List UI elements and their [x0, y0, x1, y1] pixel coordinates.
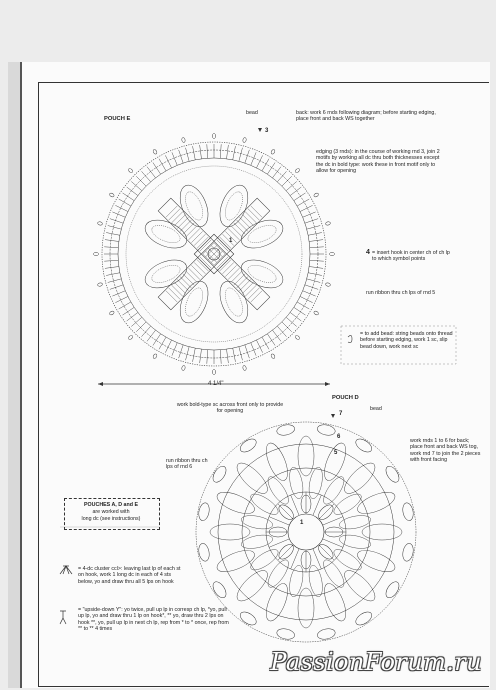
pouch-e-dc-stitch	[136, 322, 146, 332]
note-box-line3: long dc (see instructions)	[81, 516, 141, 522]
pouch-e-dc-stitch	[207, 350, 208, 364]
insert-hook-note: = insert hook in center ch of ch lp to which symbol points	[372, 250, 450, 263]
pouch-d-outer-petal	[214, 546, 257, 576]
pouch-e-band-stitch	[194, 234, 205, 245]
pouch-e-dc-stitch	[310, 260, 324, 261]
edging-instructions: edging (3 rnds): in the course of working rnd 3, join 2 motifs by working all dc thru both thicknesses except the dc in bold type: work these in front motif only to allow for opening	[316, 149, 440, 175]
pouch-e-petal-inner	[182, 189, 206, 222]
pouch-d-inner-petal	[240, 533, 274, 551]
pouch-e-dc-stitch	[105, 267, 119, 269]
back-instructions: back: work 6 rnds following diagram; before starting edging, place front and back WS together	[296, 110, 436, 123]
pouch-e-dc-stitch	[220, 350, 221, 364]
pouch-e-band-stitch	[237, 277, 248, 288]
pouch-d-inner-petal	[338, 533, 372, 551]
pouch-e-band-stitch	[174, 282, 185, 293]
upside-down-y-legend: = "upside-down Y": yo twice, pull up lp in corresp ch lp, *yo, pull up lp, yo and draw thru 1 lp on hook*, ** yo, draw thru 2 lps on hook **, yo, pull up lp in next ch lp, rep from * to * once, rep from ** to ** 4 times	[78, 607, 229, 633]
pouch-d-outer-petal	[210, 524, 250, 540]
pouch-e-picot	[270, 149, 275, 155]
pouch-e-band-stitch	[194, 262, 205, 273]
pouch-e-band-stitch	[248, 209, 259, 220]
pouch-d-scallop	[354, 609, 375, 627]
pouch-e-dc-stitch	[290, 187, 301, 196]
pouch-d-inner-petal	[331, 546, 364, 574]
pouch-e-picot	[109, 192, 115, 197]
pouch-d-outer-petal	[262, 581, 292, 624]
pouch-e-dc-stitch	[294, 193, 306, 201]
pouch-e-band-stitch	[172, 212, 183, 223]
pouch-e-dc-stitch	[179, 150, 184, 163]
pouch-e-dc-stitch	[305, 285, 318, 290]
pouch-e-band-stitch	[231, 271, 242, 282]
pouch-e-band-stitch	[239, 279, 250, 290]
cluster-legend: = 4-dc cluster ccl>: leaving last lp of each st on hook, work 1 long dc in each of 4 sts below, yo and draw thru all 5 lps on hook	[78, 566, 181, 585]
pouch-d-outer-petal	[298, 588, 314, 628]
pouch-d-outer-petal	[340, 458, 380, 498]
pouch-d-inner-petal	[264, 474, 292, 507]
pouch-e-dc-stitch	[110, 285, 123, 290]
pouch-e-dc-stitch	[153, 163, 161, 175]
pouch-d-outer-petal	[340, 566, 380, 606]
pouch-e-dc-stitch	[105, 240, 119, 242]
pouch-e-dc-stitch	[110, 219, 123, 224]
pouch-e-dc-stitch	[193, 348, 196, 362]
pouch-e-dc-stitch	[104, 260, 118, 261]
pouch-e-petal	[214, 277, 253, 327]
pouch-e-band-stitch	[191, 265, 202, 276]
pouch-e-picot	[152, 149, 157, 155]
pouch-e-band-stitch	[166, 291, 177, 302]
round-number-6: 6	[337, 434, 341, 440]
pouch-e-petal-inner	[149, 262, 182, 286]
pouch-e-picot	[181, 137, 185, 142]
pouch-e-dc-stitch	[294, 307, 306, 315]
pouch-e-band-stitch	[197, 260, 208, 271]
pouch-e-dc-stitch	[186, 148, 190, 162]
pouch-e-dc-stitch	[147, 167, 156, 178]
pouch-d-outer-petal	[355, 488, 398, 518]
pouch-d-scallop	[210, 580, 228, 601]
pouch-e-dc-stitch	[307, 279, 321, 283]
pouch-d-inner-petal	[320, 557, 348, 590]
ribbon-note-e: run ribbon thru ch lps of rnd 5	[366, 290, 436, 296]
pouch-e-dc-stitch	[239, 148, 243, 162]
pouch-e-picot	[212, 134, 215, 139]
pouch-e-dc-stitch	[112, 291, 125, 296]
pouch-e-picot	[128, 168, 134, 174]
pouch-e-picot	[242, 365, 246, 370]
pouch-e-dc-stitch	[104, 247, 118, 248]
pouch-e-band-stitch	[180, 277, 191, 288]
round-number-3: 3	[265, 128, 269, 134]
pouch-e-dc-stitch	[179, 345, 184, 358]
pouch-e-band-stitch	[189, 268, 200, 279]
pouch-e-band-stitch	[177, 279, 188, 290]
pouch-d-outer-petal	[232, 566, 272, 606]
pouch-e-dc-stitch	[233, 348, 236, 362]
pouch-e-dc-stitch	[136, 176, 146, 186]
pouch-e-picot	[242, 137, 246, 142]
pouch-e-dc-stitch	[256, 155, 262, 168]
pouch-e-dc-stitch	[153, 334, 161, 346]
dimension-arrow-left	[98, 382, 103, 386]
pouch-e-picot	[313, 192, 319, 197]
pouch-e-picot	[295, 168, 301, 174]
pouch-e-band-stitch	[166, 206, 177, 217]
watermark: PassionForum.ru	[270, 648, 482, 676]
pouch-e-band-stitch	[228, 268, 239, 279]
round-number-7: 7	[339, 411, 343, 417]
pouch-e-band-stitch	[220, 260, 231, 271]
ribbon-note-d: run ribbon thru ch lps of rnd 6	[166, 458, 208, 471]
pouch-d-inner-petal	[320, 474, 348, 507]
pouch-d-spoke	[269, 517, 289, 525]
pouch-e-band-stitch	[186, 226, 197, 237]
pouch-e-picot	[94, 252, 99, 255]
pouch-e-dc-stitch	[165, 340, 171, 353]
symbol-4: 4	[366, 249, 370, 256]
pouch-d-outer-petal	[298, 436, 314, 476]
pouch-e-dc-stitch	[147, 330, 156, 341]
pouch-e-petal	[175, 277, 214, 327]
pouch-e-dc-stitch	[309, 267, 323, 269]
pouch-e-band-stitch	[237, 220, 248, 231]
pouch-e-dc-stitch	[233, 146, 236, 160]
pouch-e-band-stitch	[242, 282, 253, 293]
pouch-e-band-stitch	[239, 217, 250, 228]
pouch-e-dc-stitch	[251, 343, 256, 356]
rounds-instructions: work rnds 1 to 6 for back; place front and back WS tog, work rnd 7 to join the 2 pieces with front facing	[410, 438, 481, 464]
pouch-e-dc-stitch	[256, 340, 262, 353]
pouch-e-band-stitch	[234, 274, 245, 285]
pouch-e-band-stitch	[169, 209, 180, 220]
pouch-e-bead-label: bead	[246, 110, 258, 116]
pouch-e-dc-stitch	[272, 167, 281, 178]
pouch-e-picot	[152, 353, 157, 359]
pouch-e-band-stitch	[169, 288, 180, 299]
pouch-e-dc-stitch	[108, 279, 122, 283]
pouch-d-spoke	[313, 495, 321, 515]
pouch-e-picot	[109, 310, 115, 315]
pouch-d-spoke	[319, 504, 335, 520]
pouch-e-band-stitch	[191, 231, 202, 242]
pouch-e-picot	[128, 335, 134, 341]
pouch-e-dc-stitch	[267, 163, 275, 175]
pouch-d-spoke	[278, 545, 294, 561]
pouch-e-band-stitch	[183, 274, 194, 285]
pouch-d-outer-petal	[214, 488, 257, 518]
pouch-e-dc-stitch	[172, 343, 177, 356]
pouch-e-dc-stitch	[220, 144, 221, 158]
pouch-d-inner-petal	[287, 466, 305, 500]
pouch-e-dc-stitch	[127, 312, 138, 321]
pouch-e-picot	[295, 335, 301, 341]
pouch-d-spoke	[323, 539, 343, 547]
pouch-e-dc-stitch	[307, 226, 321, 230]
pouch-d-inner-petal	[338, 513, 372, 531]
bold-type-note: work bold-type sc across front only to provide for opening	[176, 402, 284, 415]
pouch-e-picot	[97, 221, 102, 225]
pouch-e-dc-stitch	[207, 144, 208, 158]
pouch-d-inner-petal	[307, 564, 325, 598]
pouch-d-spoke	[269, 539, 289, 547]
pouch-d-scallop	[383, 580, 401, 601]
round-number-1-d: 1	[300, 520, 304, 526]
pouch-d-scallop	[401, 542, 414, 562]
pouch-e-dc-stitch	[267, 334, 275, 346]
pouch-e-petal-inner	[222, 189, 246, 222]
pouch-e-band-stitch	[197, 237, 208, 248]
cluster-symbol	[60, 566, 72, 574]
pouch-e-band-stitch	[248, 288, 259, 299]
dimension-arrow-right	[325, 382, 330, 386]
pouch-e-dc-stitch	[141, 326, 150, 337]
pouch-e-dc-stitch	[186, 347, 190, 361]
pouch-e-dc-stitch	[251, 152, 256, 165]
dimension-label: 4 1/4"	[208, 381, 224, 387]
pouch-e-dc-stitch	[305, 219, 318, 224]
pouch-d-inner-petal	[240, 513, 274, 531]
pouch-e-dc-stitch	[227, 349, 229, 363]
pouch-e-picot	[325, 282, 330, 286]
pouch-e-dc-stitch	[106, 273, 120, 276]
pouch-d-scallop	[238, 609, 259, 627]
pouch-e-picot	[270, 353, 275, 359]
pouch-e-petal-inner	[246, 222, 279, 246]
pouch-e-dc-stitch	[108, 226, 122, 230]
pouch-e-dc-stitch	[308, 273, 322, 276]
pouch-e-band-stitch	[183, 223, 194, 234]
pouch-e-petal	[237, 215, 287, 254]
pouch-e-dc-stitch	[200, 145, 202, 159]
pouch-e-picot	[97, 282, 102, 286]
pouch-d-spoke	[278, 504, 294, 520]
pouch-e-band-stitch	[177, 217, 188, 228]
pouch-e-dc-stitch	[310, 247, 324, 248]
pouch-d-outer-petal	[362, 524, 402, 540]
pouch-e-dc-stitch	[282, 176, 292, 186]
pouch-e-band-stitch	[242, 214, 253, 225]
pouch-e-dc-stitch	[123, 193, 135, 201]
pouch-e-dc-stitch	[297, 302, 309, 309]
pouch-e-picot	[325, 221, 330, 225]
pouch-e-dc-stitch	[303, 212, 316, 217]
pouch-e-petal	[214, 181, 253, 231]
pouch-d-outer-petal	[232, 458, 272, 498]
pouch-e-picot	[181, 365, 185, 370]
pouch-e-band-stitch	[231, 226, 242, 237]
pouch-d-outer-petal	[320, 581, 350, 624]
pouch-d-scallop	[238, 436, 259, 454]
pouch-e-petal	[141, 254, 191, 293]
pouch-e-picot	[212, 370, 215, 375]
pouch-e-petal	[237, 254, 287, 293]
pouch-d-inner-petal	[331, 490, 364, 518]
pouch-e-petal-inner	[182, 286, 206, 319]
pouch-e-band-stitch	[245, 285, 256, 296]
pouch-e-band-stitch	[172, 285, 183, 296]
pouch-d-outer-petal	[262, 440, 292, 483]
pouch-e-band-stitch	[225, 265, 236, 276]
pouch-d-inner-petal	[264, 557, 292, 590]
pouch-e-dc-stitch	[112, 212, 125, 217]
pouch-e-dc-stitch	[193, 146, 196, 160]
pouch-e-dc-stitch	[127, 187, 138, 196]
pouch-e-dc-stitch	[297, 199, 309, 206]
bead-symbol	[348, 335, 352, 342]
pouch-e-band-stitch	[174, 214, 185, 225]
note-box-line2: are worked with	[92, 509, 130, 515]
pouch-e-band-stitch	[222, 262, 233, 273]
pouch-e-petal-inner	[149, 222, 182, 246]
pouch-e-dc-stitch	[290, 312, 301, 321]
pouch-e-bead-marker	[258, 128, 262, 132]
pouch-d-inner-petal	[287, 564, 305, 598]
pouch-d-bead-marker	[331, 414, 335, 418]
pouch-d-scallop	[354, 436, 375, 454]
pouch-d-inner-petal	[248, 546, 281, 574]
round-number-5: 5	[334, 450, 338, 456]
pouch-e-petal	[141, 215, 191, 254]
pouch-d-spoke	[323, 517, 343, 525]
pouch-e-dc-stitch	[282, 322, 292, 332]
pouch-d-outer-petal	[355, 546, 398, 576]
pouch-e-dc-stitch	[200, 349, 202, 363]
pouch-d-title: POUCH D	[332, 395, 359, 401]
pouch-e-dc-stitch	[141, 171, 150, 182]
pouch-e-dc-stitch	[308, 233, 322, 236]
pouch-e-band-stitch	[245, 212, 256, 223]
pouch-e-band-stitch	[251, 206, 262, 217]
pouch-e-title: POUCH E	[104, 116, 131, 122]
pouch-d-inner-petal	[248, 490, 281, 518]
note-box-title: POUCHES A, D and E	[84, 502, 138, 508]
pouch-d-ring-1	[288, 514, 324, 550]
round-number-1: 1	[229, 238, 233, 244]
pouch-d-ring-5	[242, 468, 370, 596]
pouch-e-dc-stitch	[227, 145, 229, 159]
pouch-e-dc-stitch	[172, 152, 177, 165]
pouch-e-picot	[330, 252, 335, 255]
pouch-e-dc-stitch	[106, 233, 120, 236]
pouch-e-band-stitch	[180, 220, 191, 231]
pouch-e-dc-stitch	[245, 345, 250, 358]
pouch-e-dc-stitch	[165, 155, 171, 168]
pouch-e-dc-stitch	[239, 347, 243, 361]
pouch-e-dc-stitch	[309, 240, 323, 242]
pouch-e-dc-stitch	[272, 330, 281, 341]
pouch-d-inner-petal	[307, 466, 325, 500]
pouch-e-petal	[175, 181, 214, 231]
pouch-d-scallop	[210, 464, 228, 485]
pouch-d-spoke	[291, 549, 299, 569]
pouch-e-dc-stitch	[123, 307, 135, 315]
pouch-e-band-stitch	[251, 291, 262, 302]
pouch-e-picot	[313, 310, 319, 315]
pouch-e-band-stitch	[189, 229, 200, 240]
pouch-d-spoke	[313, 549, 321, 569]
pouch-d-spoke	[291, 495, 299, 515]
pouch-e-dc-stitch	[303, 291, 316, 296]
pouch-e-band-stitch	[186, 271, 197, 282]
upside-down-y-symbol	[60, 611, 66, 624]
pouch-e-dc-stitch	[119, 302, 131, 309]
pouch-e-petal-inner	[222, 286, 246, 319]
pouch-e-dc-stitch	[245, 150, 250, 163]
add-bead-note: = to add bead: string beads onto thread before starting edging, work 1 sc, slip bead down, work next sc	[360, 331, 453, 350]
pouch-d-bead-label: bead	[370, 406, 382, 412]
pouch-e-petal-inner	[246, 262, 279, 286]
pouch-d-scallop	[383, 464, 401, 485]
pouch-d-spoke	[319, 545, 335, 561]
pouch-d-outer-petal	[320, 440, 350, 483]
pouch-d-ring-6	[218, 444, 394, 620]
pouch-e-band-stitch	[234, 223, 245, 234]
